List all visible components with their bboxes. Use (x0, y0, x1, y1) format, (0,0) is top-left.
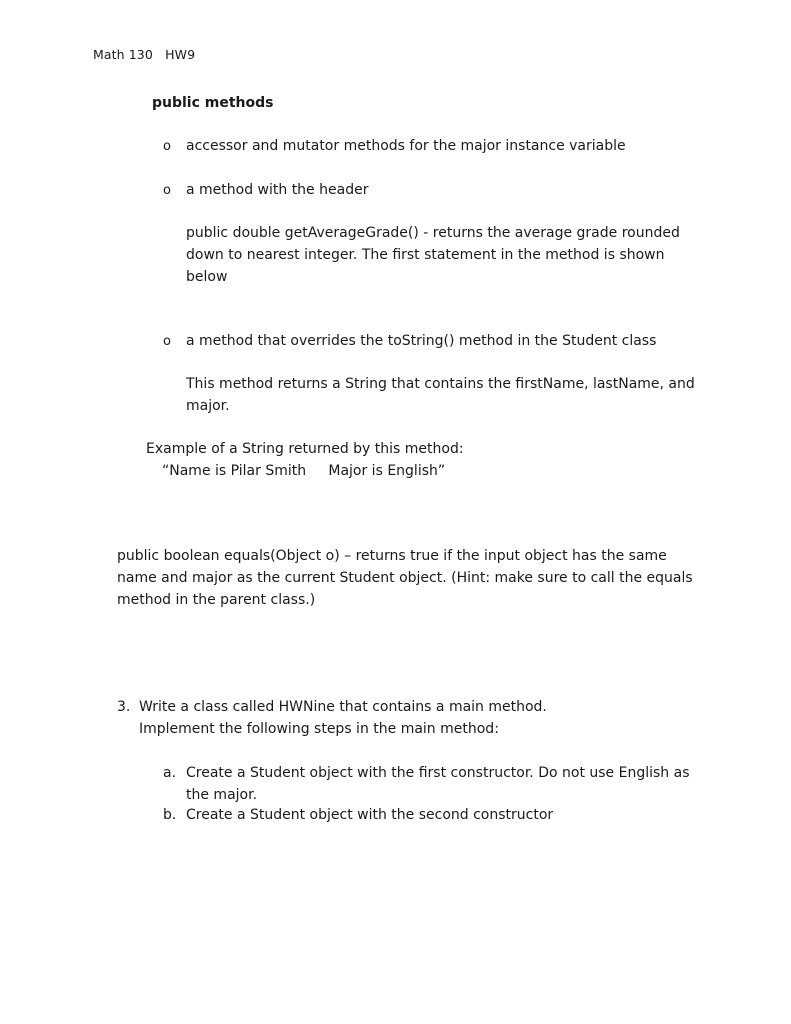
header-assignment: HW9 (165, 47, 196, 62)
question-line: Implement the following steps in the main method: (139, 721, 499, 737)
get-average-grade-line: down to nearest integer. The first statement in the method is shown (186, 247, 665, 263)
get-average-grade-line: below (186, 269, 228, 285)
section-heading: public methods (152, 95, 274, 111)
example-label: Example of a String returned by this method: (146, 441, 464, 457)
equals-method-line: method in the parent class.) (117, 592, 316, 608)
page-header (93, 47, 195, 62)
tostring-description-line: This method returns a String that contains the firstName, lastName, and (186, 376, 695, 392)
example-string: “Name is Pilar Smith Major is English” (162, 463, 446, 479)
bullet-marker: o (163, 183, 171, 198)
bullet-marker: o (163, 139, 171, 154)
tostring-description-line: major. (186, 398, 230, 414)
step-a-line: the major. (186, 787, 258, 803)
bullet-method-header: a method with the header (186, 182, 369, 198)
step-b-line: Create a Student object with the second constructor (186, 807, 554, 823)
get-average-grade-line: public double getAverageGrade() - returns the average grade rounded (186, 225, 680, 241)
question-line: Write a class called HWNine that contains a main method. (139, 699, 547, 715)
step-label: a. (163, 765, 177, 781)
equals-method-line: public boolean equals(Object o) – returns true if the input object has the same (117, 548, 667, 564)
bullet-marker: o (163, 334, 171, 349)
step-a-line: Create a Student object with the first constructor. Do not use English as (186, 765, 690, 781)
question-number: 3. (117, 699, 131, 715)
step-label: b. (163, 807, 177, 823)
bullet-tostring-override: a method that overrides the toString() method in the Student class (186, 333, 657, 349)
header-course: Math 130 (93, 47, 153, 62)
equals-method-line: name and major as the current Student object. (Hint: make sure to call the equals (117, 570, 693, 586)
bullet-accessor-mutator: accessor and mutator methods for the major instance variable (186, 138, 626, 154)
